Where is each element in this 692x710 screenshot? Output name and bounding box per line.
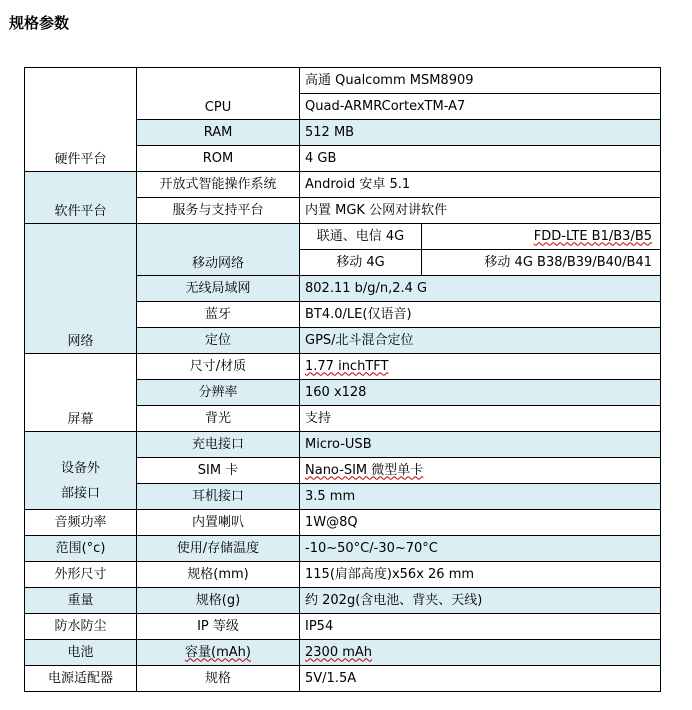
rom-label: ROM [137, 146, 300, 172]
dimension-label: 规格(mm) [137, 562, 300, 588]
table-row [25, 432, 661, 458]
bluetooth-value: BT4.0/LE(仅语音) [300, 302, 661, 328]
category-network: 网络 [25, 224, 137, 354]
adapter-value: 5V/1.5A [300, 666, 661, 692]
unicom-value: FDD-LTE B1/B3/B5 [422, 224, 661, 250]
table-row [25, 666, 661, 692]
bluetooth-label: 蓝牙 [137, 302, 300, 328]
backlight-label: 背光 [137, 406, 300, 432]
size-value: 1.77 inchTFT [300, 354, 661, 380]
resolution-value: 160 x128 [300, 380, 661, 406]
spec-table [24, 67, 661, 692]
category-software: 软件平台 [25, 172, 137, 224]
resolution-label: 分辨率 [137, 380, 300, 406]
waterproof-value: IP54 [300, 614, 661, 640]
category-ports-line-2: 部接口 [60, 486, 100, 501]
audio-label: 内置喇叭 [137, 510, 300, 536]
ram-value: 512 MB [300, 120, 661, 146]
wlan-value: 802.11 b/g/n,2.4 G [300, 276, 661, 302]
category-temperature: 范围(°c) [25, 536, 137, 562]
category-audio: 音频功率 [25, 510, 137, 536]
table-row [25, 536, 661, 562]
category-screen: 屏幕 [25, 354, 137, 432]
table-row [25, 224, 661, 250]
category-ports-line-1: 设备外 [60, 461, 100, 476]
weight-label: 规格(g) [137, 588, 300, 614]
category-ports [25, 432, 137, 510]
category-hardware: 硬件平台 [25, 68, 137, 172]
size-label: 尺寸/材质 [137, 354, 300, 380]
waterproof-label: IP 等级 [137, 614, 300, 640]
earphone-label: 耳机接口 [137, 484, 300, 510]
temperature-value: -10~50°C/-30~70°C [300, 536, 661, 562]
category-adapter: 电源适配器 [25, 666, 137, 692]
gps-label: 定位 [137, 328, 300, 354]
os-value: Android 安卓 5.1 [300, 172, 661, 198]
table-row [25, 562, 661, 588]
cpu-value-1: 高通 Qualcomm MSM8909 [300, 68, 661, 94]
mobile-network-label: 移动网络 [137, 224, 300, 276]
backlight-value: 支持 [300, 406, 661, 432]
table-row [25, 588, 661, 614]
table-row [25, 510, 661, 536]
battery-value: 2300 mAh [300, 640, 661, 666]
mobile4g-label: 移动 4G [300, 250, 422, 276]
category-waterproof: 防水防尘 [25, 614, 137, 640]
category-battery: 电池 [25, 640, 137, 666]
unicom-label: 联通、电信 4G [300, 224, 422, 250]
gps-value: GPS/北斗混合定位 [300, 328, 661, 354]
cpu-label: CPU [137, 68, 300, 120]
adapter-label: 规格 [137, 666, 300, 692]
category-weight: 重量 [25, 588, 137, 614]
table-row [25, 68, 661, 94]
weight-value: 约 202g(含电池、背夹、天线) [300, 588, 661, 614]
rom-value: 4 GB [300, 146, 661, 172]
audio-value: 1W@8Q [300, 510, 661, 536]
table-row [25, 640, 661, 666]
mobile4g-value: 移动 4G B38/B39/B40/B41 [422, 250, 661, 276]
service-label: 服务与支持平台 [137, 198, 300, 224]
sim-value: Nano-SIM 微型单卡 [300, 458, 661, 484]
os-label: 开放式智能操作系统 [137, 172, 300, 198]
wlan-label: 无线局域网 [137, 276, 300, 302]
sim-label: SIM 卡 [137, 458, 300, 484]
category-dimension: 外形尺寸 [25, 562, 137, 588]
battery-label: 容量(mAh) [137, 640, 300, 666]
dimension-value: 115(肩部高度)x56x 26 mm [300, 562, 661, 588]
table-row [25, 614, 661, 640]
table-row [25, 172, 661, 198]
service-value: 内置 MGK 公网对讲软件 [300, 198, 661, 224]
temperature-label: 使用/存储温度 [137, 536, 300, 562]
cpu-value-2: Quad-ARMRCortexTM-A7 [300, 94, 661, 120]
page-title: 规格参数 [9, 14, 70, 32]
charge-label: 充电接口 [137, 432, 300, 458]
table-row [25, 354, 661, 380]
earphone-value: 3.5 mm [300, 484, 661, 510]
charge-value: Micro-USB [300, 432, 661, 458]
ram-label: RAM [137, 120, 300, 146]
